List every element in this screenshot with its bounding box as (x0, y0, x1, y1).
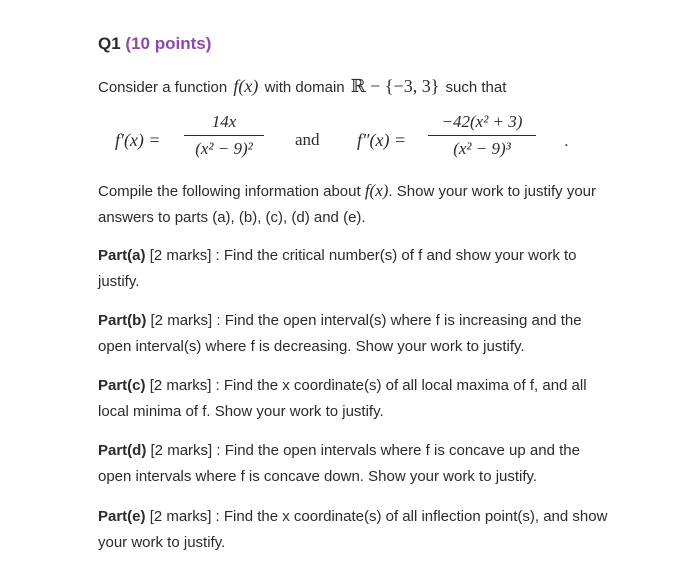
part-a (98, 243, 608, 295)
part-c-label: Part(c) (98, 377, 146, 394)
intro-pre: Consider a function (98, 79, 228, 96)
part-d-label: Part(d) (98, 442, 147, 459)
f-double-prime-fraction (428, 112, 536, 159)
question-title (98, 34, 211, 54)
part-d-marks: [2 marks] (150, 442, 213, 459)
and-word: and (295, 130, 320, 149)
intro-fx: f(x) (233, 76, 259, 96)
part-c-marks: [2 marks] (149, 377, 212, 394)
f-prime-numerator: 14x (184, 112, 264, 136)
question-label: Q1 (98, 34, 121, 53)
part-a-marks: [2 marks] (149, 247, 212, 264)
part-d (98, 438, 608, 490)
f-double-prime-numerator: −42(x² + 3) (428, 112, 536, 136)
part-b (98, 308, 608, 360)
f-prime-denominator: (x² − 9)² (195, 139, 253, 158)
part-e-label: Part(e) (98, 508, 146, 525)
part-c (98, 373, 608, 425)
instructions-pre: Compile the following information about (98, 183, 361, 200)
part-a-label: Part(a) (98, 247, 146, 264)
question-points: (10 points) (125, 34, 212, 53)
part-b-marks: [2 marks] (150, 312, 213, 329)
part-b-text: : Find the open interval(s) where f is increasing and the open interval(s) where f is decreasing. Show your work to justify. (98, 312, 582, 355)
part-e-marks: [2 marks] (149, 508, 212, 525)
part-e-text: : Find the x coordinate(s) of all inflection point(s), and show your work to justify. (98, 508, 608, 551)
part-d-text: : Find the open intervals where f is concave up and the open intervals where f is concave down. Show your work to justify. (98, 442, 580, 485)
f-prime-fraction (184, 112, 264, 159)
part-c-text: : Find the x coordinate(s) of all local maxima of f, and all local minima of f. Show your work to justify. (98, 377, 587, 420)
instructions-post: . Show your work to justify your answers to parts (a), (b), (c), (d) and (e). (98, 183, 596, 226)
part-b-label: Part(b) (98, 312, 147, 329)
part-a-text: : Find the critical number(s) of f and show your work to justify. (98, 247, 577, 290)
intro-mid: with domain (264, 79, 345, 96)
formula-period: . (564, 131, 569, 150)
f-double-prime-lhs: f″(x) = (357, 130, 407, 150)
intro-post: such that (445, 79, 507, 96)
instructions-paragraph (98, 178, 608, 231)
f-prime-lhs: f′(x) = (115, 130, 161, 150)
f-double-prime-denominator: (x² − 9)³ (453, 139, 511, 158)
intro-sentence (98, 76, 506, 97)
intro-domain: ℝ − {−3, 3} (350, 76, 440, 96)
part-e (98, 504, 608, 556)
instructions-fx: f(x) (364, 181, 389, 200)
